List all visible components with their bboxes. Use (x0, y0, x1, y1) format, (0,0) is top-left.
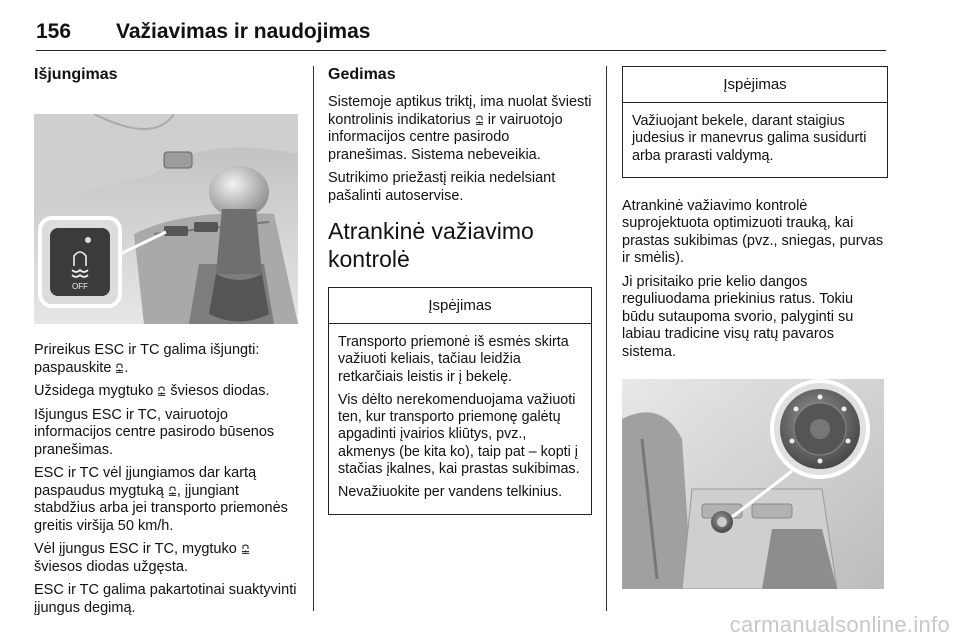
page-number: 156 (36, 20, 72, 43)
column-2 (328, 66, 592, 529)
inset-off-label: OFF (72, 282, 88, 291)
column-1 (34, 66, 300, 623)
section-heading-disable: Išjungimas (34, 66, 118, 83)
esc-off-icon (241, 542, 250, 552)
column-divider (606, 66, 607, 611)
paragraph: Vėl įjungus ESC ir TC, mygtuko šviesos diodas užgęsta. (34, 541, 300, 576)
section-heading-fault: Gedimas (328, 66, 396, 83)
warning-paragraph: Nevažiuokite per vandens telkinius. (338, 484, 563, 501)
watermark: carmanualsonline.info (729, 612, 950, 637)
paragraph: Ji prisitaiko prie kelio dangos reguliuodama priekinius ratus. Tokiu būdu sutaupoma svorio, palyginti su labiau tradicine visų ratų pavaros sistema. (622, 273, 854, 360)
paragraph: ESC ir TC galima pakartotinai suaktyvinti įjungus degimą. (34, 582, 297, 616)
warning-paragraph: Važiuojant bekele, darant staigius judesius ir manevrus galima susidurti arba prarasti valdymą. (632, 113, 867, 164)
paragraph: ESC ir TC vėl įjungiamos dar kartą paspaudus mygtuką , įjungiant stabdžius arba jei transporto priemonės greitis viršija 50 km/h. (34, 465, 288, 534)
drive-mode-selector-photo (622, 379, 884, 589)
warning-box (622, 66, 888, 178)
page-header (36, 18, 886, 51)
gear-shifter-photo (34, 114, 298, 324)
warning-title: Įspėjimas (329, 288, 591, 324)
paragraph: Sistemoje aptikus triktį, ima nuolat šviesti kontrolinis indikatorius ir vairuotojo informacijos centre pasirodo pranešimas. Sistema nebeveikia. (328, 94, 592, 163)
paragraph: Atrankinė važiavimo kontrolė suprojektuota optimizuoti trauką, kai prastas sukibimas (pvz., sniegas, purvas ir smėlis). (622, 197, 884, 267)
warning-body (623, 103, 887, 177)
esc-off-icon (168, 484, 177, 494)
paragraph: Sutrikimo priežastį reikia nedelsiant pašalinti autoservise. (328, 170, 556, 204)
warning-box (328, 287, 592, 515)
warning-title: Įspėjimas (623, 67, 887, 103)
warning-paragraph: Vis dėlto nerekomenduojama važiuoti ten, kur transporto priemonę galėtų apgadinti įvairios kliūtys, pvz., akmenys (be kita ko), taip pat – kopti į stačias įkalnes, kai prastas sukibimas. (338, 391, 580, 478)
esc-warning-indicator-icon (475, 113, 484, 123)
warning-paragraph: Transporto priemonė iš esmės skirta važiuoti keliais, tačiau leidžia retkarčiais leistis ir į bekelę. (338, 334, 569, 385)
chapter-title: Važiavimas ir naudojimas (116, 20, 371, 43)
esc-off-icon (157, 384, 166, 394)
column-3 (622, 66, 888, 589)
section-heading-selective-drive: Atrankinė važiavimo kontrolė (328, 218, 534, 272)
column-divider (313, 66, 314, 611)
paragraph: Išjungus ESC ir TC, vairuotojo informacijos centre pasirodo būsenos pranešimas. (34, 406, 275, 458)
paragraph: Prireikus ESC ir TC galima išjungti: paspauskite . (34, 342, 260, 376)
warning-body (329, 324, 591, 514)
paragraph: Užsidega mygtuko šviesos diodas. (34, 383, 270, 399)
